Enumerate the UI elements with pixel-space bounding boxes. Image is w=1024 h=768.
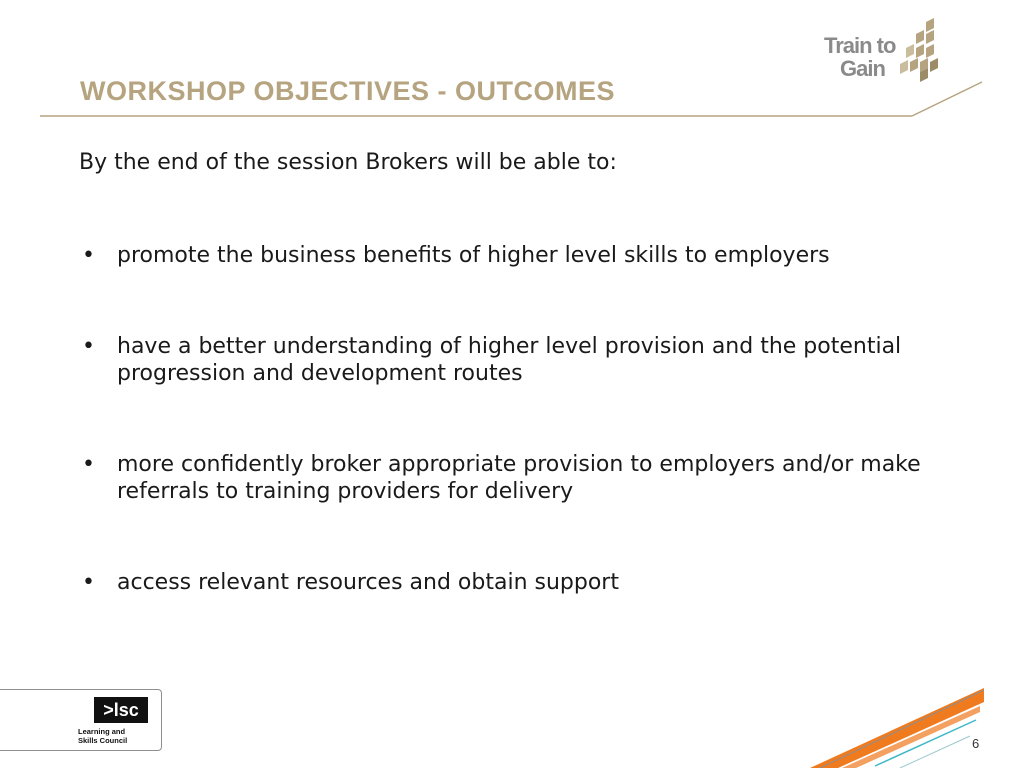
bullet-text: promote the business benefits of higher level skills to employers	[117, 243, 830, 268]
lsc-caption-line1: Learning and	[78, 727, 126, 736]
bullet-text: have a better understanding of higher level provision and the potential progression and development routes	[117, 334, 902, 386]
bullet-marker: •	[82, 570, 95, 595]
logo-text-line2: Gain	[840, 56, 885, 81]
train-to-gain-logo	[820, 18, 940, 86]
slide-title: WORKSHOP OBJECTIVES - OUTCOMES	[80, 76, 616, 106]
bullet-marker: •	[82, 452, 95, 477]
bullet-text: more confidently broker appropriate provision to employers and/or make referrals to training providers for delivery	[117, 452, 921, 504]
logo-text-line1: Train to	[824, 33, 896, 58]
bullet-text: access relevant resources and obtain support	[117, 570, 619, 595]
bullet-marker: •	[82, 243, 95, 268]
page-number: 6	[972, 736, 980, 751]
corner-swoosh-graphic	[780, 680, 1024, 768]
intro-text: By the end of the session Brokers will be able to:	[79, 150, 617, 175]
lsc-caption-line2: Skills Council	[78, 736, 128, 745]
lsc-logo-badge: >lsc	[94, 697, 148, 723]
stacked-blocks-icon	[900, 18, 940, 84]
lsc-logo-caption	[78, 727, 127, 745]
bullet-marker: •	[82, 334, 95, 359]
